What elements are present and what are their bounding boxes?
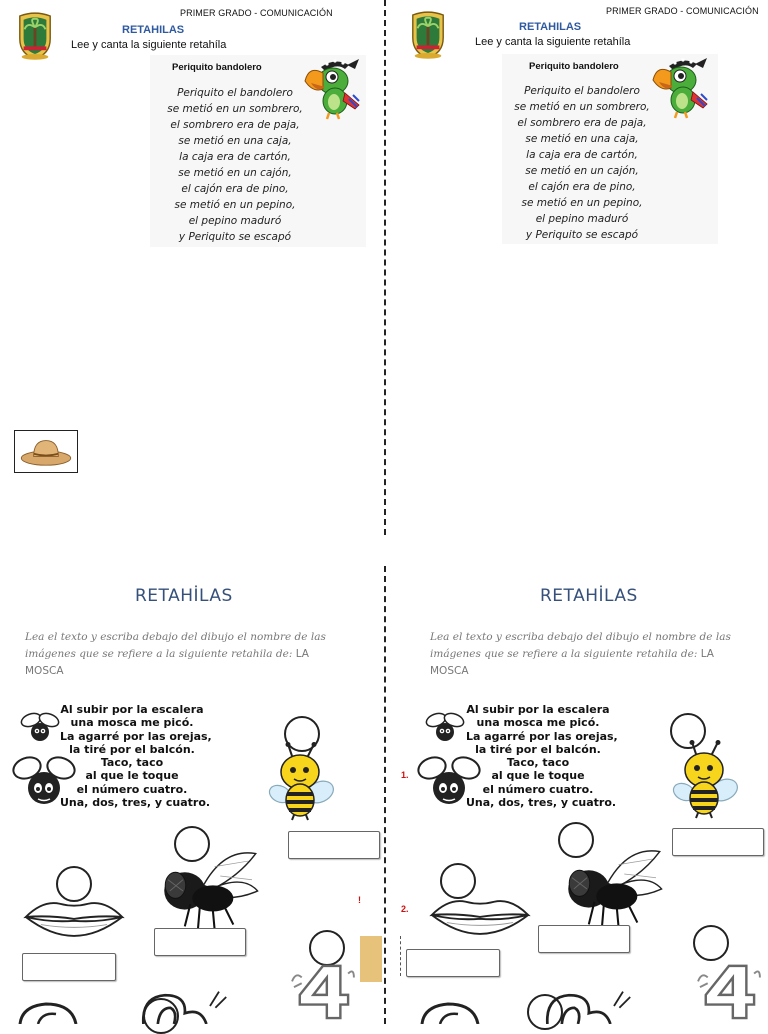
answer-box[interactable] xyxy=(288,831,380,859)
poem-line: Periquito el bandolero xyxy=(524,85,640,97)
poem-line: el cajón era de pino, xyxy=(181,183,289,195)
instruction-line-1: Lea el texto y escriba debajo del dibujo el nombre de las xyxy=(430,631,731,643)
poem-line: se metió en un cajón, xyxy=(525,165,639,177)
answer-box[interactable] xyxy=(672,828,764,856)
grade-label: PRIMER GRADO - COMUNICACIÓN xyxy=(606,6,759,16)
poem-lines xyxy=(150,85,320,245)
worksheet-title: RETAHİLAS xyxy=(540,586,638,606)
rhyme-text xyxy=(466,703,618,810)
poem-line: se metió en una caja, xyxy=(525,133,639,145)
poem-line: se metió en un sombrero, xyxy=(514,101,650,113)
poem-line: y Periquito se escapó xyxy=(525,229,639,241)
rhyme-line: Taco, taco xyxy=(100,756,164,770)
school-crest-icon xyxy=(16,10,54,60)
poem-title: Periquito bandolero xyxy=(529,61,619,72)
rhyme-line: Al subir por la escalera xyxy=(466,703,610,716)
lips-drawing-icon xyxy=(428,894,532,936)
instruction-line-3: MOSCA xyxy=(25,665,64,677)
poem-line: Periquito el bandolero xyxy=(177,87,293,99)
rhyme-line: una mosca me picó. xyxy=(70,716,194,730)
poem-title: Periquito bandolero xyxy=(172,62,262,73)
rhyme-line: al que le toque xyxy=(85,769,179,783)
poem-line: se metió en un cajón, xyxy=(178,167,292,179)
instruction-text: Lee y canta la siguiente retahíla xyxy=(475,36,631,48)
bee-icon xyxy=(672,740,742,820)
housefly-drawing-icon xyxy=(158,848,262,932)
instruction-line-2-print: LA xyxy=(700,648,714,660)
poem-line: se metió en un pepino, xyxy=(521,197,643,209)
number-three-drawing-icon xyxy=(130,988,236,1024)
number-four-drawing-icon xyxy=(694,962,762,1020)
snail-shell-drawing-icon xyxy=(418,1000,508,1024)
page-divider-bottom xyxy=(384,566,386,1024)
fly-cartoon-small-icon xyxy=(20,710,60,744)
rhyme-line: el número cuatro. xyxy=(76,782,188,796)
rhyme-line: Taco, taco xyxy=(506,756,570,770)
rhyme-line: Una, dos, tres, y cuatro. xyxy=(466,796,617,810)
rhyme-line: La agarré por las orejas, xyxy=(60,729,212,743)
poem-line: el sombrero era de paja, xyxy=(517,117,647,129)
poem-card xyxy=(502,54,718,244)
rhyme-line: el número cuatro. xyxy=(482,782,594,796)
worksheet-instruction xyxy=(430,629,766,680)
instruction-line-1: Lea el texto y escriba debajo del dibujo el nombre de las xyxy=(25,631,326,643)
worksheet-title: RETAHİLAS xyxy=(135,586,233,606)
cropped-image-edge xyxy=(360,936,382,982)
grade-label: PRIMER GRADO - COMUNICACIÓN xyxy=(180,8,333,18)
question-number-1: 1. xyxy=(401,770,409,780)
hat-image-frame[interactable] xyxy=(14,430,78,473)
poem-lines xyxy=(502,83,662,243)
poem-line: el pepino maduró xyxy=(535,213,629,225)
poem-line: se metió en un pepino, xyxy=(174,199,296,211)
rhyme-text xyxy=(60,703,212,810)
poem-line: la caja era de cartón, xyxy=(179,151,291,163)
instruction-line-3: MOSCA xyxy=(430,665,469,677)
bee-icon xyxy=(268,742,338,822)
page-title: RETAHILAS xyxy=(122,24,185,36)
question-number-2: 2. xyxy=(401,904,409,914)
rhyme-line: La agarré por las orejas, xyxy=(466,729,618,743)
answer-circle[interactable] xyxy=(309,930,345,966)
answer-box[interactable] xyxy=(22,953,116,981)
instruction-line-2: imágenes que se refiere a la siguiente retahila de: xyxy=(430,648,698,660)
answer-box[interactable] xyxy=(538,925,630,953)
rhyme-line: al que le toque xyxy=(491,769,585,783)
page-divider-top xyxy=(384,0,386,535)
fly-cartoon-small-icon xyxy=(425,710,465,744)
poem-line: se metió en un sombrero, xyxy=(167,103,303,115)
snail-shell-drawing-icon xyxy=(16,1000,106,1024)
school-crest-icon xyxy=(409,9,447,59)
poem-line: el sombrero era de paja, xyxy=(170,119,300,131)
rhyme-line: una mosca me picó. xyxy=(476,716,600,730)
answer-box[interactable] xyxy=(406,949,500,977)
poem-line: se metió en una caja, xyxy=(178,135,292,147)
rhyme-line: Al subir por la escalera xyxy=(60,703,204,716)
answer-box[interactable] xyxy=(154,928,246,956)
poem-line: y Periquito se escapó xyxy=(178,231,292,243)
page-title: RETAHILAS xyxy=(519,21,582,33)
rhyme-line: la tiré por el balcón. xyxy=(475,742,601,756)
instruction-line-2-print: LA xyxy=(295,648,309,660)
rhyme-line: la tiré por el balcón. xyxy=(69,742,195,756)
number-four-drawing-icon xyxy=(288,962,356,1020)
instruction-text: Lee y canta la siguiente retahíla xyxy=(71,39,227,51)
number-three-drawing-icon xyxy=(534,988,640,1024)
instruction-line-2: imágenes que se refiere a la siguiente retahila de: xyxy=(25,648,293,660)
red-marker: ! xyxy=(358,895,361,905)
poem-line: la caja era de cartón, xyxy=(526,149,638,161)
straw-hat-icon xyxy=(19,437,73,467)
poem-line: el cajón era de pino, xyxy=(528,181,636,193)
answer-circle[interactable] xyxy=(693,925,729,961)
lips-drawing-icon xyxy=(22,896,126,938)
poem-line: el pepino maduró xyxy=(188,215,282,227)
poem-card xyxy=(150,55,366,247)
housefly-drawing-icon xyxy=(562,846,666,930)
rhyme-line: Una, dos, tres, y cuatro. xyxy=(60,796,211,810)
worksheet-instruction xyxy=(25,629,365,680)
